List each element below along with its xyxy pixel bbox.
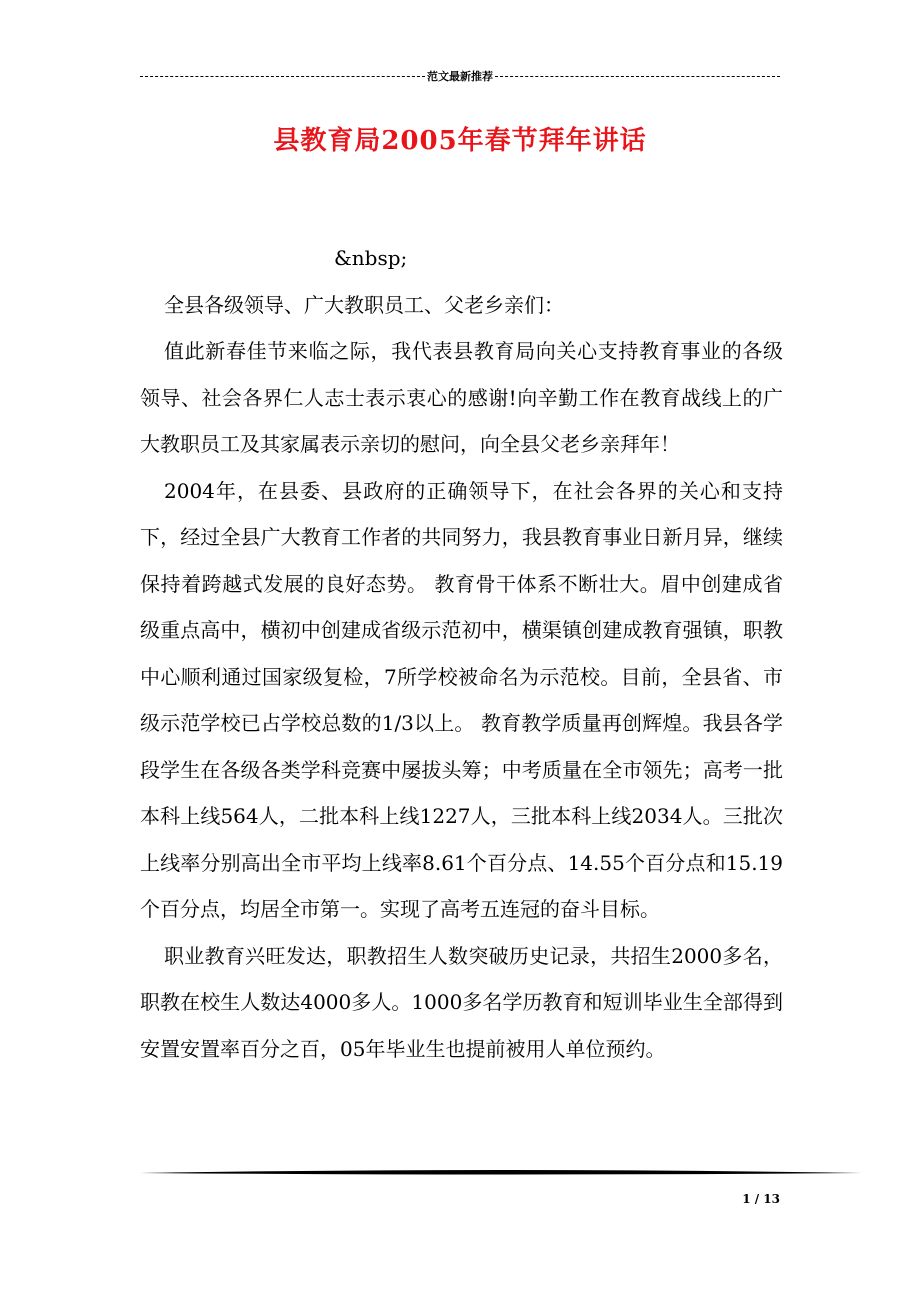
document-body — [140, 235, 783, 1072]
paragraph-salutation: 全县各级领导、广大教职员工、父老乡亲们： — [164, 292, 564, 317]
header-banner — [140, 66, 780, 86]
paragraph-greeting: 值此新春佳节来临之际，我代表县教育局向关心支持教育事业的各级领导、社会各界仁人志士表示衷心的感谢!向辛勤工作在教育战线上的广大教职员工及其家属表示亲切的慰问，向全县父老乡亲拜年！ — [140, 339, 783, 456]
header-label: 范文最新推荐 — [427, 70, 493, 83]
page-number: 1 / 13 — [742, 1192, 780, 1206]
document-title: 县教育局2005年春节拜年讲话 — [273, 126, 647, 156]
footer-divider — [140, 1166, 862, 1180]
paragraph-achievements: 2004年，在县委、县政府的正确领导下，在社会各界的关心和支持下，经过全县广大教育工作者的共同努力，我县教育事业日新月异，继续保持着跨越式发展的良好态势。 教育骨干体系不断壮大。眉中创建成省级重点高中，横初中创建成省级示范初中，横渠镇创建成教育强镇，职教中心顺利通过国家级复检，7所学校被命名为示范校。目前，全县省、市级示范学校已占学校总数的1/3以上。 教育教学质量再创辉煌。我县各学段学生在各级各类学科竞赛中屡拔头筹；中考质量在全市领先；高考一批本科上线564人，二批本科上线1227人，三批本科上线2034人。三批次上线率分别高出全市平均上线率8.61个百分点、14.55个百分点和15.19个百分点，均居全市第一。实现了高考五连冠的奋斗目标。 — [140, 478, 783, 921]
header-dash-left — [140, 76, 425, 77]
header-dash-right — [495, 76, 780, 77]
paragraph-vocational: 职业教育兴旺发达，职教招生人数突破历史记录，共招生2000多名，职教在校生人数达4000多人。1000多名学历教育和短训毕业生全部得到安置安置率百分之百，05年毕业生也提前被用人单位预约。 — [140, 943, 783, 1061]
paragraph-nbsp: &nbsp; — [334, 246, 408, 270]
